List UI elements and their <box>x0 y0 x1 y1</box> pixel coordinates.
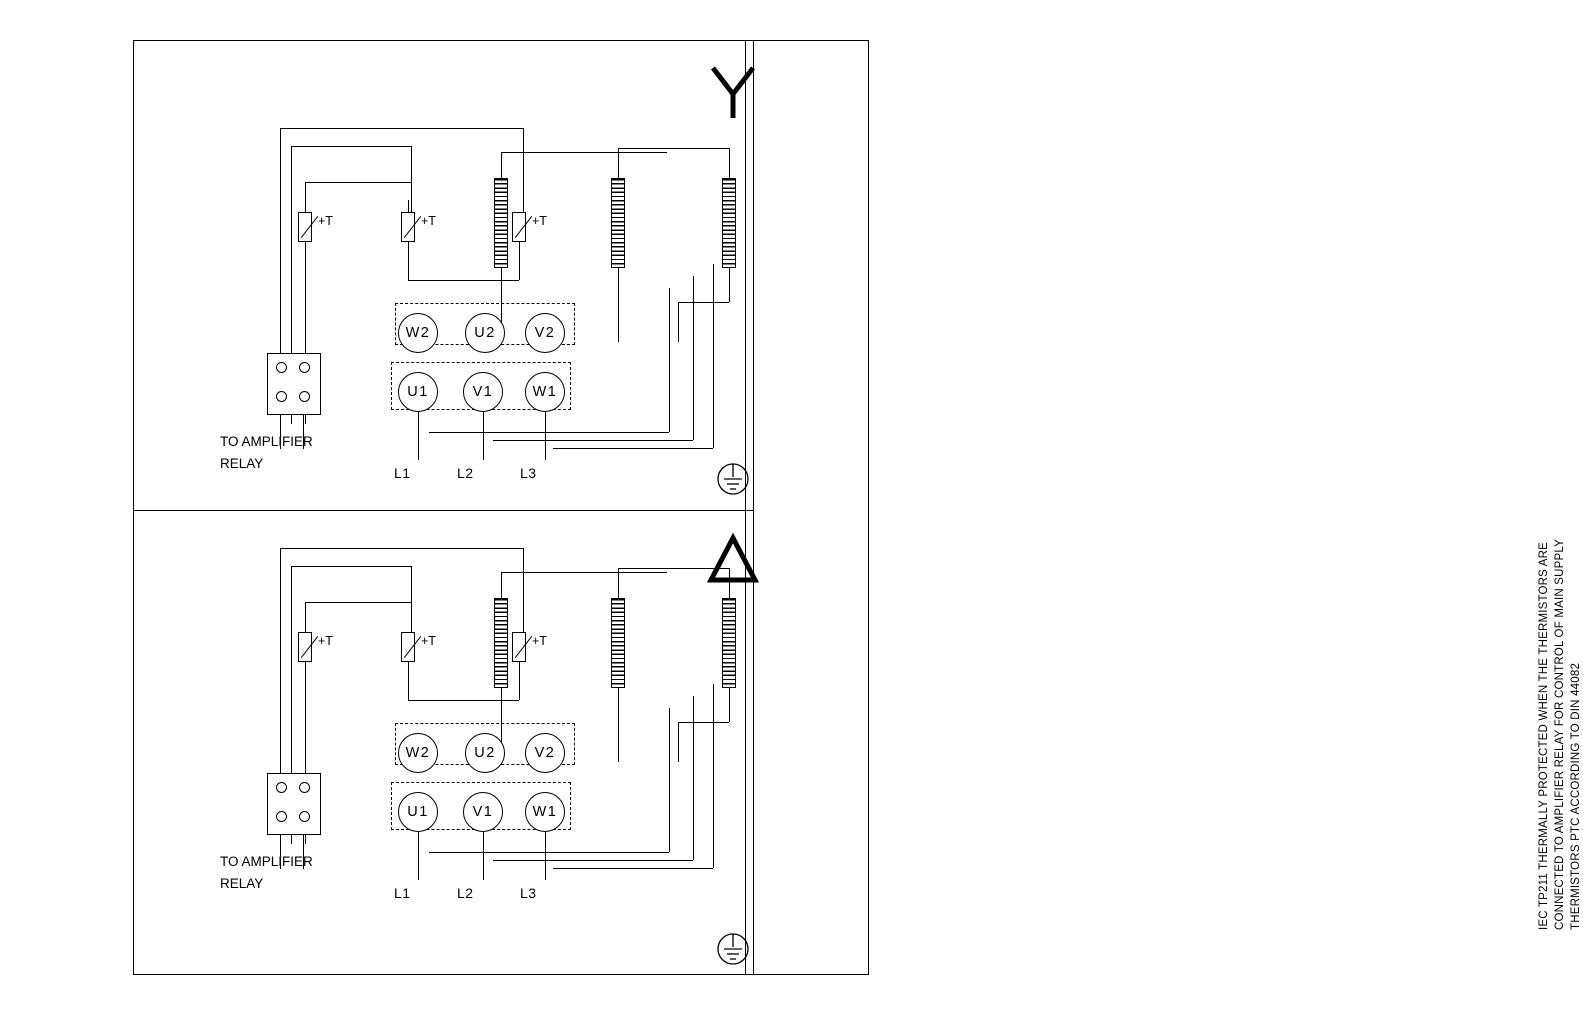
star-connection-icon <box>703 60 763 120</box>
thermistor-1-label: +T <box>318 634 333 648</box>
connector-pin-4 <box>299 811 310 822</box>
wire-return-v3 <box>713 684 714 868</box>
connector-pin-4 <box>299 391 310 402</box>
connector-pin-1 <box>276 782 287 793</box>
thermistor-2-label: +T <box>421 634 436 648</box>
wire-coil3-top-bus <box>665 568 729 569</box>
motor-coil-2 <box>611 598 625 688</box>
terminal-u2: U2 <box>465 733 505 773</box>
wire-t1-top <box>305 182 306 212</box>
phase-label-l3: L3 <box>520 465 537 481</box>
terminal-w2: W2 <box>398 733 438 773</box>
wire-coil3-left <box>678 722 729 723</box>
connector-pin-3 <box>276 811 287 822</box>
wire-return-bus-2 <box>493 440 693 441</box>
thermistor-1 <box>298 632 312 662</box>
wire-coil2-top-bus <box>618 148 665 149</box>
terminal-v1: V1 <box>463 372 503 412</box>
terminal-u1: U1 <box>398 372 438 412</box>
wire-coil3-to-v2 <box>678 302 679 342</box>
wire-coil3-down <box>729 688 730 722</box>
note-line-1: IEC TP211 THERMALLY PROTECTED WHEN THE THERMISTORS ARE <box>1538 541 1550 930</box>
wire-coil3-down <box>729 268 730 302</box>
earth-ground-icon <box>709 455 757 503</box>
wire-t1-return-bus <box>291 146 411 147</box>
wire-coil3-top <box>729 568 730 598</box>
wire-coil2-to-u2 <box>618 268 619 342</box>
wire-coil1-top-bus <box>501 572 667 573</box>
wire-t2-bottom <box>408 242 409 280</box>
note-line-2: CONNECTED TO AMPLIFIER RELAY FOR CONTROL OF MAIN SUPPLY <box>1554 539 1566 930</box>
wire-thermistor-top-bus <box>280 548 523 549</box>
wire-t3-top-drop <box>523 128 524 212</box>
wire-t3-bottom <box>519 662 520 700</box>
thermistor-2 <box>401 212 415 242</box>
wire-return-v2 <box>693 696 694 860</box>
connector-label-line2: RELAY <box>220 456 264 471</box>
thermistor-3-label: +T <box>532 214 547 228</box>
wire-return-bus-1 <box>429 852 669 853</box>
wire-return-bus-2 <box>493 860 693 861</box>
diagram-delta <box>133 510 753 980</box>
terminal-v1: V1 <box>463 792 503 832</box>
thermistor-2 <box>401 632 415 662</box>
wire-coil3-left <box>678 302 729 303</box>
terminal-v2: V2 <box>525 313 565 353</box>
connector-pin-1 <box>276 362 287 373</box>
delta-connection-icon <box>703 530 763 590</box>
wire-l3 <box>545 832 546 880</box>
terminal-u1: U1 <box>398 792 438 832</box>
wire-t2-t3-link <box>408 700 519 701</box>
wire-coil3-top-bus <box>665 148 729 149</box>
connector-pin-2 <box>299 362 310 373</box>
wire-coil3-to-v2 <box>678 722 679 762</box>
phase-label-l3: L3 <box>520 885 537 901</box>
motor-coil-3 <box>722 598 736 688</box>
terminal-u2: U2 <box>465 313 505 353</box>
phase-label-l1: L1 <box>394 885 411 901</box>
wire-l2 <box>483 832 484 880</box>
wire-coil3-top <box>729 148 730 178</box>
wire-l1 <box>418 832 419 880</box>
wire-l3 <box>545 412 546 460</box>
wire-t2-top-drop <box>411 146 412 212</box>
wire-t2-t3-link <box>408 280 519 281</box>
phase-label-l2: L2 <box>457 465 474 481</box>
motor-coil-1 <box>494 598 508 688</box>
connector-label-line1: TO AMPLIFIER <box>220 434 313 449</box>
wire-return-bus-3 <box>553 448 713 449</box>
connector-pin-3 <box>276 391 287 402</box>
wire-coil1-top-bus <box>501 152 667 153</box>
wire-coil2-top <box>618 148 619 178</box>
thermistor-2-label: +T <box>421 214 436 228</box>
wire-t1-top-bus <box>305 182 411 183</box>
thermistor-1-label: +T <box>318 214 333 228</box>
wire-coil2-top-bus <box>618 568 665 569</box>
wire-t3-top-drop <box>523 548 524 632</box>
amplifier-relay-connector[interactable] <box>267 353 321 415</box>
wire-return-v1 <box>669 288 670 432</box>
wire-t1-top-bus <box>305 602 411 603</box>
thermistor-3 <box>512 212 526 242</box>
wire-t2-top <box>408 200 409 212</box>
phase-label-l1: L1 <box>394 465 411 481</box>
wire-t3-bottom <box>519 242 520 280</box>
connector-label-line1: TO AMPLIFIER <box>220 854 313 869</box>
motor-coil-3 <box>722 178 736 268</box>
amplifier-relay-connector[interactable] <box>267 773 321 835</box>
motor-coil-2 <box>611 178 625 268</box>
thermistor-3 <box>512 632 526 662</box>
note-block <box>753 40 1582 975</box>
wire-return-bus-3 <box>553 868 713 869</box>
wire-coil1-top <box>501 152 502 178</box>
terminal-w1: W1 <box>525 792 565 832</box>
wire-coil1-top <box>501 572 502 598</box>
wire-thermistor-top-bus <box>280 128 523 129</box>
wire-t2-bottom <box>408 662 409 700</box>
note-line-3: THERMISTORS PTC ACCORDING TO DIN 44082 <box>1570 662 1582 930</box>
wire-return-v3 <box>713 264 714 448</box>
connector-pin-2 <box>299 782 310 793</box>
wire-t2-top-drop <box>411 566 412 632</box>
diagram-star <box>133 40 753 510</box>
wire-return-v2 <box>693 276 694 440</box>
motor-coil-1 <box>494 178 508 268</box>
phase-label-l2: L2 <box>457 885 474 901</box>
wire-t1-top <box>305 602 306 632</box>
terminal-v2: V2 <box>525 733 565 773</box>
thermistor-1 <box>298 212 312 242</box>
wire-coil2-top <box>618 568 619 598</box>
wire-l2 <box>483 412 484 460</box>
thermistor-3-label: +T <box>532 634 547 648</box>
wire-return-v1 <box>669 708 670 852</box>
terminal-w1: W1 <box>525 372 565 412</box>
terminal-w2: W2 <box>398 313 438 353</box>
wire-coil2-to-u2 <box>618 688 619 762</box>
connector-label-line2: RELAY <box>220 876 264 891</box>
wire-return-bus-1 <box>429 432 669 433</box>
earth-ground-icon <box>709 925 757 973</box>
wire-t1-return-bus <box>291 566 411 567</box>
wire-l1 <box>418 412 419 460</box>
